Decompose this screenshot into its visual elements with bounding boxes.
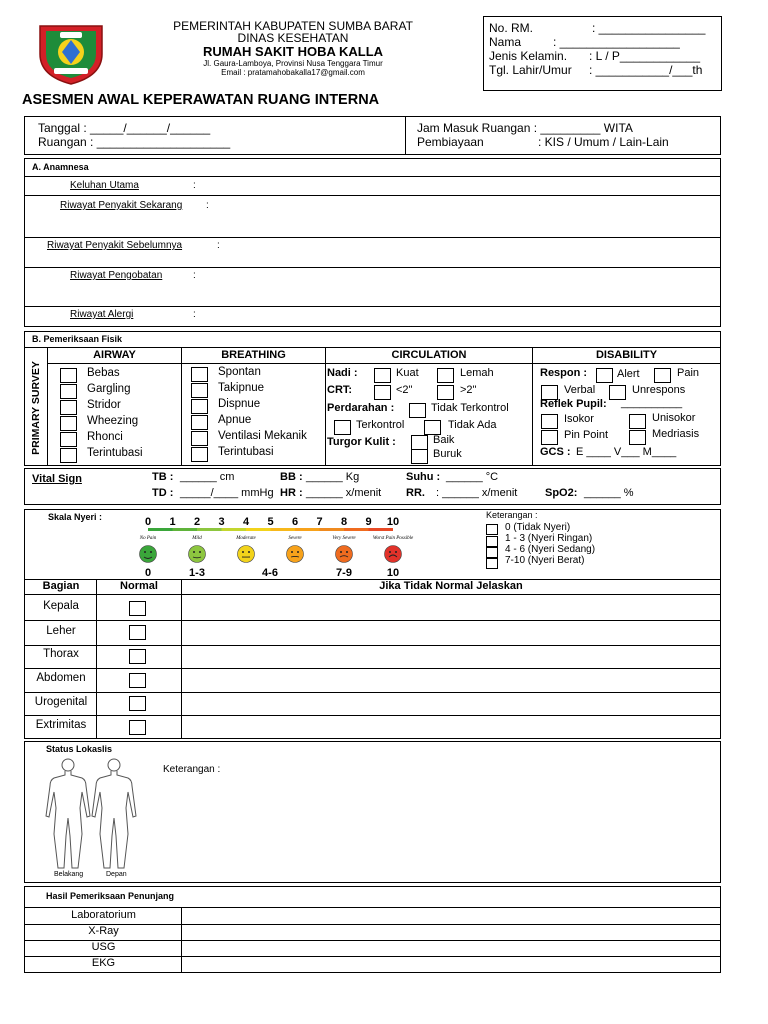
pain-face-eye: [389, 551, 391, 553]
keluhan-utama-label: Keluhan Utama: [70, 180, 139, 191]
pain-face-label: Worst Pain Possible: [372, 536, 414, 541]
nyeri-1-3-checkbox[interactable]: [486, 536, 498, 547]
unisokor-checkbox[interactable]: [629, 414, 646, 429]
tb-field[interactable]: ______ cm: [180, 471, 235, 483]
keterangan-label: Keterangan :: [486, 510, 538, 520]
pain-range-label: 1-3: [189, 567, 205, 578]
pain-face-label: No Pain: [139, 536, 157, 541]
pain-number: 1: [169, 516, 176, 528]
pain-number: 7: [316, 516, 323, 528]
airway-checkbox[interactable]: [60, 448, 77, 463]
tidak-ada-checkbox[interactable]: [424, 420, 441, 435]
pain-number: 9: [365, 516, 372, 528]
turgor-baik-checkbox[interactable]: [411, 435, 428, 450]
breathing-checkbox[interactable]: [191, 415, 208, 430]
pain-color-bar: [222, 528, 247, 531]
perdarahan-label: Perdarahan :: [327, 402, 395, 414]
breathing-title: BREATHING: [221, 349, 286, 361]
pain-face-eye: [291, 551, 293, 553]
breathing-checkbox[interactable]: [191, 447, 208, 462]
anamnesa-title: A. Anamnesa: [32, 162, 89, 172]
pain-color-bar: [344, 528, 369, 531]
bagian-row-label: Urogenital: [34, 696, 88, 708]
pain-face-eye: [199, 551, 201, 553]
primary-survey-label: PRIMARY SURVEY: [29, 361, 42, 455]
reflek-pupil-label: Reflek Pupil:: [540, 398, 607, 410]
gcs-label: GCS :: [540, 446, 571, 458]
pain-number: 3: [218, 516, 225, 528]
pain-color-bar: [271, 528, 296, 531]
airway-item: Gargling: [87, 383, 131, 395]
belakang-label: Belakang: [54, 871, 84, 878]
td-field[interactable]: _____/____ mmHg: [180, 487, 274, 499]
nadi-label: Nadi :: [327, 367, 358, 379]
header-gov: PEMERINTAH KABUPATEN SUMBA BARAT: [173, 19, 413, 33]
pain-face-label: Moderate: [236, 536, 256, 541]
pain-color-bar: [197, 528, 222, 531]
respon-label: Respon :: [540, 367, 588, 379]
breathing-checkbox[interactable]: [191, 383, 208, 398]
pain-color-bar: [246, 528, 271, 531]
fisik-title: B. Pemeriksaan Fisik: [32, 334, 123, 344]
rr-field[interactable]: : ______ x/menit: [436, 487, 518, 499]
reflek-pupil-field[interactable]: __________: [621, 397, 683, 409]
pain-face-icon: [238, 546, 255, 563]
pembiayaan-label: Pembiayaan: [417, 135, 484, 149]
nadi-kuat-checkbox[interactable]: [374, 368, 391, 383]
breathing-checkbox[interactable]: [191, 399, 208, 414]
tgl-label: Tgl. Lahir/Umur: [489, 63, 572, 77]
penunjang-row-label: EKG: [91, 957, 116, 969]
bagian-normal-checkbox[interactable]: [129, 601, 146, 616]
bagian-row-label: Thorax: [43, 648, 79, 660]
riwayat-pengobatan-label: Riwayat Pengobatan: [70, 270, 163, 281]
pain-face-eye: [248, 551, 250, 553]
penunjang-row-label: X-Ray: [88, 925, 119, 937]
tgl-field[interactable]: : ___________/___th: [589, 63, 703, 77]
breathing-item: Apnue: [218, 414, 252, 426]
turgor-buruk-checkbox[interactable]: [411, 449, 428, 464]
bagian-row-label: Extrimitas: [35, 719, 87, 731]
pain-checkbox[interactable]: [654, 368, 671, 383]
pain-face-label: Mild: [192, 536, 202, 541]
airway-title: AIRWAY: [93, 349, 136, 361]
pain-face-label: Severe: [288, 536, 302, 541]
hospital-logo: [34, 22, 108, 86]
pembiayaan-field[interactable]: : KIS / Umum / Lain-Lain: [538, 135, 669, 149]
airway-checkbox[interactable]: [60, 432, 77, 447]
pain-number: 2: [193, 516, 201, 528]
disability-title: DISABILITY: [595, 349, 658, 361]
jam-masuk-field[interactable]: Jam Masuk Ruangan : _________ WITA: [417, 121, 633, 135]
nyeri-4-6-checkbox[interactable]: [486, 547, 498, 558]
depan-label: Depan: [106, 871, 127, 878]
header-email: Email : pratamahobakalla17@gmail.com: [221, 68, 365, 77]
bagian-normal-checkbox[interactable]: [129, 625, 146, 640]
pain-face-icon: [287, 546, 304, 563]
mediasis-checkbox[interactable]: [629, 430, 646, 445]
jk-label: Jenis Kelamin.: [489, 49, 568, 63]
breathing-item: Takipnue: [218, 382, 265, 394]
nama-field[interactable]: : __________________: [553, 35, 680, 49]
airway-item: Wheezing: [87, 415, 139, 427]
breathing-checkbox[interactable]: [191, 431, 208, 446]
riwayat-sebelumnya-label: Riwayat Penyakit Sebelumnya: [47, 240, 183, 251]
pain-face-eye: [340, 551, 342, 553]
pain-color-bar: [173, 528, 198, 531]
pain-number: 10: [386, 516, 400, 528]
airway-item: Bebas: [87, 367, 120, 379]
pain-color-bar: [295, 528, 320, 531]
ruangan-field[interactable]: Ruangan : ____________________: [38, 135, 231, 149]
header-address: Jl. Gaura-Lamboya, Provinsi Nusa Tenggara Timur: [203, 59, 383, 68]
body-diagram[interactable]: [36, 756, 148, 874]
pain-number: 6: [291, 516, 299, 528]
jelaskan-header: Jika Tidak Normal Jelaskan: [379, 580, 523, 592]
bagian-normal-checkbox[interactable]: [129, 649, 146, 664]
bagian-header: Bagian: [42, 580, 80, 592]
bagian-normal-checkbox[interactable]: [129, 673, 146, 688]
breathing-item: Dispnue: [218, 398, 261, 410]
airway-item: Stridor: [87, 399, 121, 411]
pain-face-eye: [150, 551, 152, 553]
nyeri-0-checkbox[interactable]: [486, 524, 498, 535]
terkontrol-checkbox[interactable]: [334, 420, 351, 435]
isokor-checkbox[interactable]: [541, 414, 558, 429]
pain-face-icon: [140, 546, 157, 563]
pain-number: 8: [340, 516, 348, 528]
penunjang-row-label: Laboratorium: [71, 909, 136, 921]
lokalis-keterangan: Keterangan :: [163, 764, 221, 775]
no-rm-field[interactable]: : ________________: [592, 21, 706, 35]
suhu-field[interactable]: ______ °C: [446, 471, 499, 483]
pain-face-label: Very Severe: [332, 536, 356, 541]
airway-checkbox[interactable]: [60, 368, 77, 383]
airway-checkbox[interactable]: [60, 416, 77, 431]
lokalis-title: Status Lokaslis: [46, 744, 113, 754]
airway-checkbox[interactable]: [60, 400, 77, 415]
penunjang-title: Hasil Pemeriksaan Penunjang: [46, 891, 175, 901]
pain-face-eye: [193, 551, 195, 553]
riwayat-alergi-label: Riwayat Alergi: [70, 309, 134, 320]
crt-lt2-checkbox[interactable]: [374, 385, 391, 400]
pain-number: 0: [144, 516, 152, 528]
pain-face-eye: [346, 551, 348, 553]
crt-label: CRT:: [327, 384, 353, 396]
nama-label: Nama: [489, 35, 522, 49]
pain-range-label: 0: [144, 567, 152, 578]
nadi-lemah-checkbox[interactable]: [437, 368, 454, 383]
pain-range-label: 4-6: [262, 567, 278, 578]
riwayat-sekarang-label: Riwayat Penyakit Sekarang: [60, 200, 183, 211]
alert-checkbox[interactable]: [596, 368, 613, 383]
airway-item: Terintubasi: [87, 447, 143, 459]
breathing-item: Ventilasi Mekanik: [218, 430, 307, 442]
pain-range-label: 10: [386, 567, 400, 578]
turgor-label: Turgor Kulit :: [327, 436, 396, 448]
no-rm-label: No. RM.: [489, 21, 534, 35]
bagian-normal-checkbox[interactable]: [129, 720, 146, 735]
pain-face-icon: [336, 546, 353, 563]
airway-item: Rhonci: [87, 431, 123, 443]
skala-nyeri-title: Skala Nyeri :: [48, 512, 103, 522]
bb-field[interactable]: ______ Kg: [306, 471, 360, 483]
circulation-title: CIRCULATION: [391, 349, 467, 361]
normal-header: Normal: [120, 580, 158, 592]
pain-number: 5: [267, 516, 274, 528]
pain-face-icon: [385, 546, 402, 563]
header-hospital: RUMAH SAKIT HOBA KALLA: [202, 44, 384, 59]
pain-face-eye: [297, 551, 299, 553]
tanggal-field[interactable]: Tanggal : _____/______/______: [38, 121, 211, 135]
bagian-row-label: Kepala: [43, 600, 79, 612]
airway-checkbox[interactable]: [60, 384, 77, 399]
crt-gt2-checkbox[interactable]: [437, 385, 454, 400]
breathing-checkbox[interactable]: [191, 367, 208, 382]
pain-scale-graphic: [130, 512, 422, 578]
jk-field[interactable]: : L / P____________: [589, 49, 700, 63]
breathing-item: Terintubasi: [218, 446, 274, 458]
bagian-row-label: Abdomen: [36, 672, 86, 684]
pain-color-bar: [320, 528, 345, 531]
pain-face-eye: [395, 551, 397, 553]
breathing-item: Spontan: [218, 366, 261, 378]
pin-point-checkbox[interactable]: [541, 430, 558, 445]
penunjang-row-label: USG: [91, 941, 116, 953]
pain-color-bar: [369, 528, 394, 531]
vital-title: Vital Sign: [32, 473, 82, 485]
hr-field[interactable]: ______ x/menit: [306, 487, 382, 499]
pain-color-bar: [148, 528, 173, 531]
bagian-normal-checkbox[interactable]: [129, 696, 146, 711]
pain-range-label: 7-9: [336, 567, 352, 578]
pain-number: 4: [242, 516, 250, 528]
pain-face-eye: [242, 551, 244, 553]
pain-face-eye: [144, 551, 146, 553]
gcs-field[interactable]: E ____ V___ M____: [576, 446, 677, 458]
spo2-field[interactable]: ______ %: [584, 487, 634, 499]
tidak-terkontrol-checkbox[interactable]: [409, 403, 426, 418]
form-title: ASESMEN AWAL KEPERAWATAN RUANG INTERNA: [22, 92, 380, 108]
bagian-row-label: Leher: [46, 625, 76, 637]
nyeri-7-10-checkbox[interactable]: [486, 558, 498, 569]
pain-face-icon: [189, 546, 206, 563]
header-dept: DINAS KESEHATAN: [237, 31, 349, 45]
